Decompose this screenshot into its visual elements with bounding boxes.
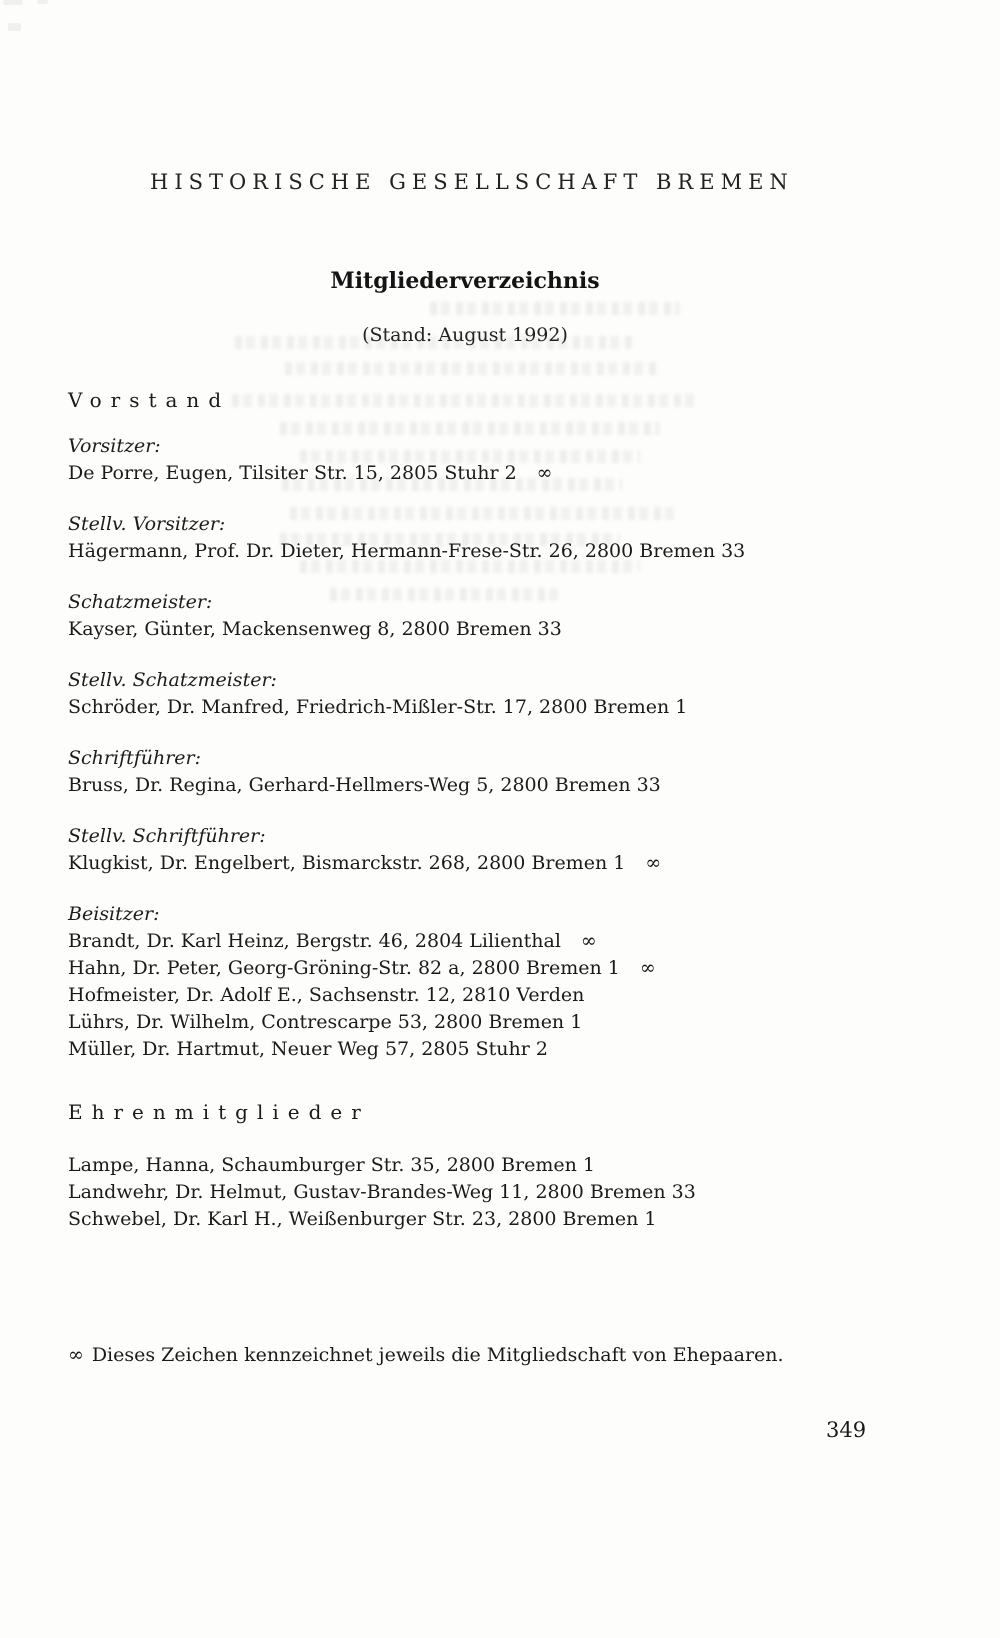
member-entry-text: Hahn, Dr. Peter, Georg-Gröning-Str. 82 a, 2800 Bremen 1 <box>68 957 620 979</box>
member-entry <box>68 928 928 955</box>
bleedthrough-artifact <box>232 394 697 407</box>
section-heading-vorstand: Vorstand <box>68 388 231 412</box>
member-entry <box>68 1179 928 1206</box>
officer-group-schriftfuehrer <box>68 745 928 799</box>
member-entry <box>68 616 928 643</box>
scan-noise-artifact <box>37 0 48 4</box>
society-letterhead: HISTORISCHE GESELLSCHAFT BREMEN <box>150 170 794 194</box>
role-label: Schatzmeister: <box>68 591 213 613</box>
bleedthrough-artifact <box>430 302 680 315</box>
member-entry-text: Schröder, Dr. Manfred, Friedrich-Mißler-Str. 17, 2800 Bremen 1 <box>68 696 688 718</box>
marriage-marker-icon: ∞ <box>580 930 597 952</box>
footnote-text: Dieses Zeichen kennzeichnet jeweils die Mitgliedschaft von Ehepaaren. <box>91 1344 784 1366</box>
role-label: Vorsitzer: <box>68 435 161 457</box>
member-entry-text: Bruss, Dr. Regina, Gerhard-Hellmers-Weg 5, 2800 Bremen 33 <box>68 774 661 796</box>
role-label: Stellv. Vorsitzer: <box>68 513 226 535</box>
member-entry-text: Brandt, Dr. Karl Heinz, Bergstr. 46, 2804 Lilienthal <box>68 930 561 952</box>
officer-group-stellv-schriftfuehrer <box>68 823 928 877</box>
marriage-marker-footnote <box>68 1344 784 1366</box>
marriage-marker-icon: ∞ <box>645 852 662 874</box>
member-entry <box>68 982 928 1009</box>
officer-group-beisitzer <box>68 901 928 1063</box>
officer-group-stellv-vorsitzer <box>68 511 928 565</box>
member-entry <box>68 1009 928 1036</box>
member-entry-text: Lührs, Dr. Wilhelm, Contrescarpe 53, 2800 Bremen 1 <box>68 1011 583 1033</box>
member-entry-text: Hofmeister, Dr. Adolf E., Sachsenstr. 12, 2810 Verden <box>68 984 585 1006</box>
officer-group-vorsitzer <box>68 433 928 487</box>
officer-group-stellv-schatzmeister <box>68 667 928 721</box>
document-subtitle: (Stand: August 1992) <box>362 324 568 346</box>
member-entry <box>68 955 928 982</box>
member-entry <box>68 850 928 877</box>
member-entry-text: Schwebel, Dr. Karl H., Weißenburger Str. 23, 2800 Bremen 1 <box>68 1208 657 1230</box>
member-entry <box>68 538 928 565</box>
member-entry <box>68 1206 928 1233</box>
scan-noise-artifact <box>8 23 21 31</box>
infinity-icon: ∞ <box>68 1344 84 1366</box>
role-label: Stellv. Schatzmeister: <box>68 669 277 691</box>
honorary-member-list <box>68 1152 928 1233</box>
member-entry <box>68 1036 928 1063</box>
page-number: 349 <box>826 1418 867 1442</box>
member-entry-text: Landwehr, Dr. Helmut, Gustav-Brandes-Weg 11, 2800 Bremen 33 <box>68 1181 696 1203</box>
marriage-marker-icon: ∞ <box>639 957 656 979</box>
member-entry <box>68 1152 928 1179</box>
role-label: Stellv. Schriftführer: <box>68 825 266 847</box>
member-entry-text: De Porre, Eugen, Tilsiter Str. 15, 2805 Stuhr 2 <box>68 462 517 484</box>
member-entry-text: Müller, Dr. Hartmut, Neuer Weg 57, 2805 Stuhr 2 <box>68 1038 548 1060</box>
member-entry-text: Hägermann, Prof. Dr. Dieter, Hermann-Frese-Str. 26, 2800 Bremen 33 <box>68 540 746 562</box>
marriage-marker-icon: ∞ <box>536 462 553 484</box>
member-entry <box>68 694 928 721</box>
bleedthrough-artifact <box>285 362 660 375</box>
section-heading-ehrenmitglieder: Ehrenmitglieder <box>68 1100 370 1124</box>
document-title: Mitgliederverzeichnis <box>330 268 600 294</box>
member-entry <box>68 772 928 799</box>
role-label: Beisitzer: <box>68 903 160 925</box>
role-label: Schriftführer: <box>68 747 202 769</box>
member-entry-text: Kayser, Günter, Mackensenweg 8, 2800 Bremen 33 <box>68 618 562 640</box>
officer-group-schatzmeister <box>68 589 928 643</box>
scan-noise-artifact <box>3 0 23 5</box>
vorstand-officer-list <box>68 433 928 1087</box>
member-entry-text: Lampe, Hanna, Schaumburger Str. 35, 2800 Bremen 1 <box>68 1154 595 1176</box>
member-entry <box>68 460 928 487</box>
member-entry-text: Klugkist, Dr. Engelbert, Bismarckstr. 268, 2800 Bremen 1 <box>68 852 626 874</box>
